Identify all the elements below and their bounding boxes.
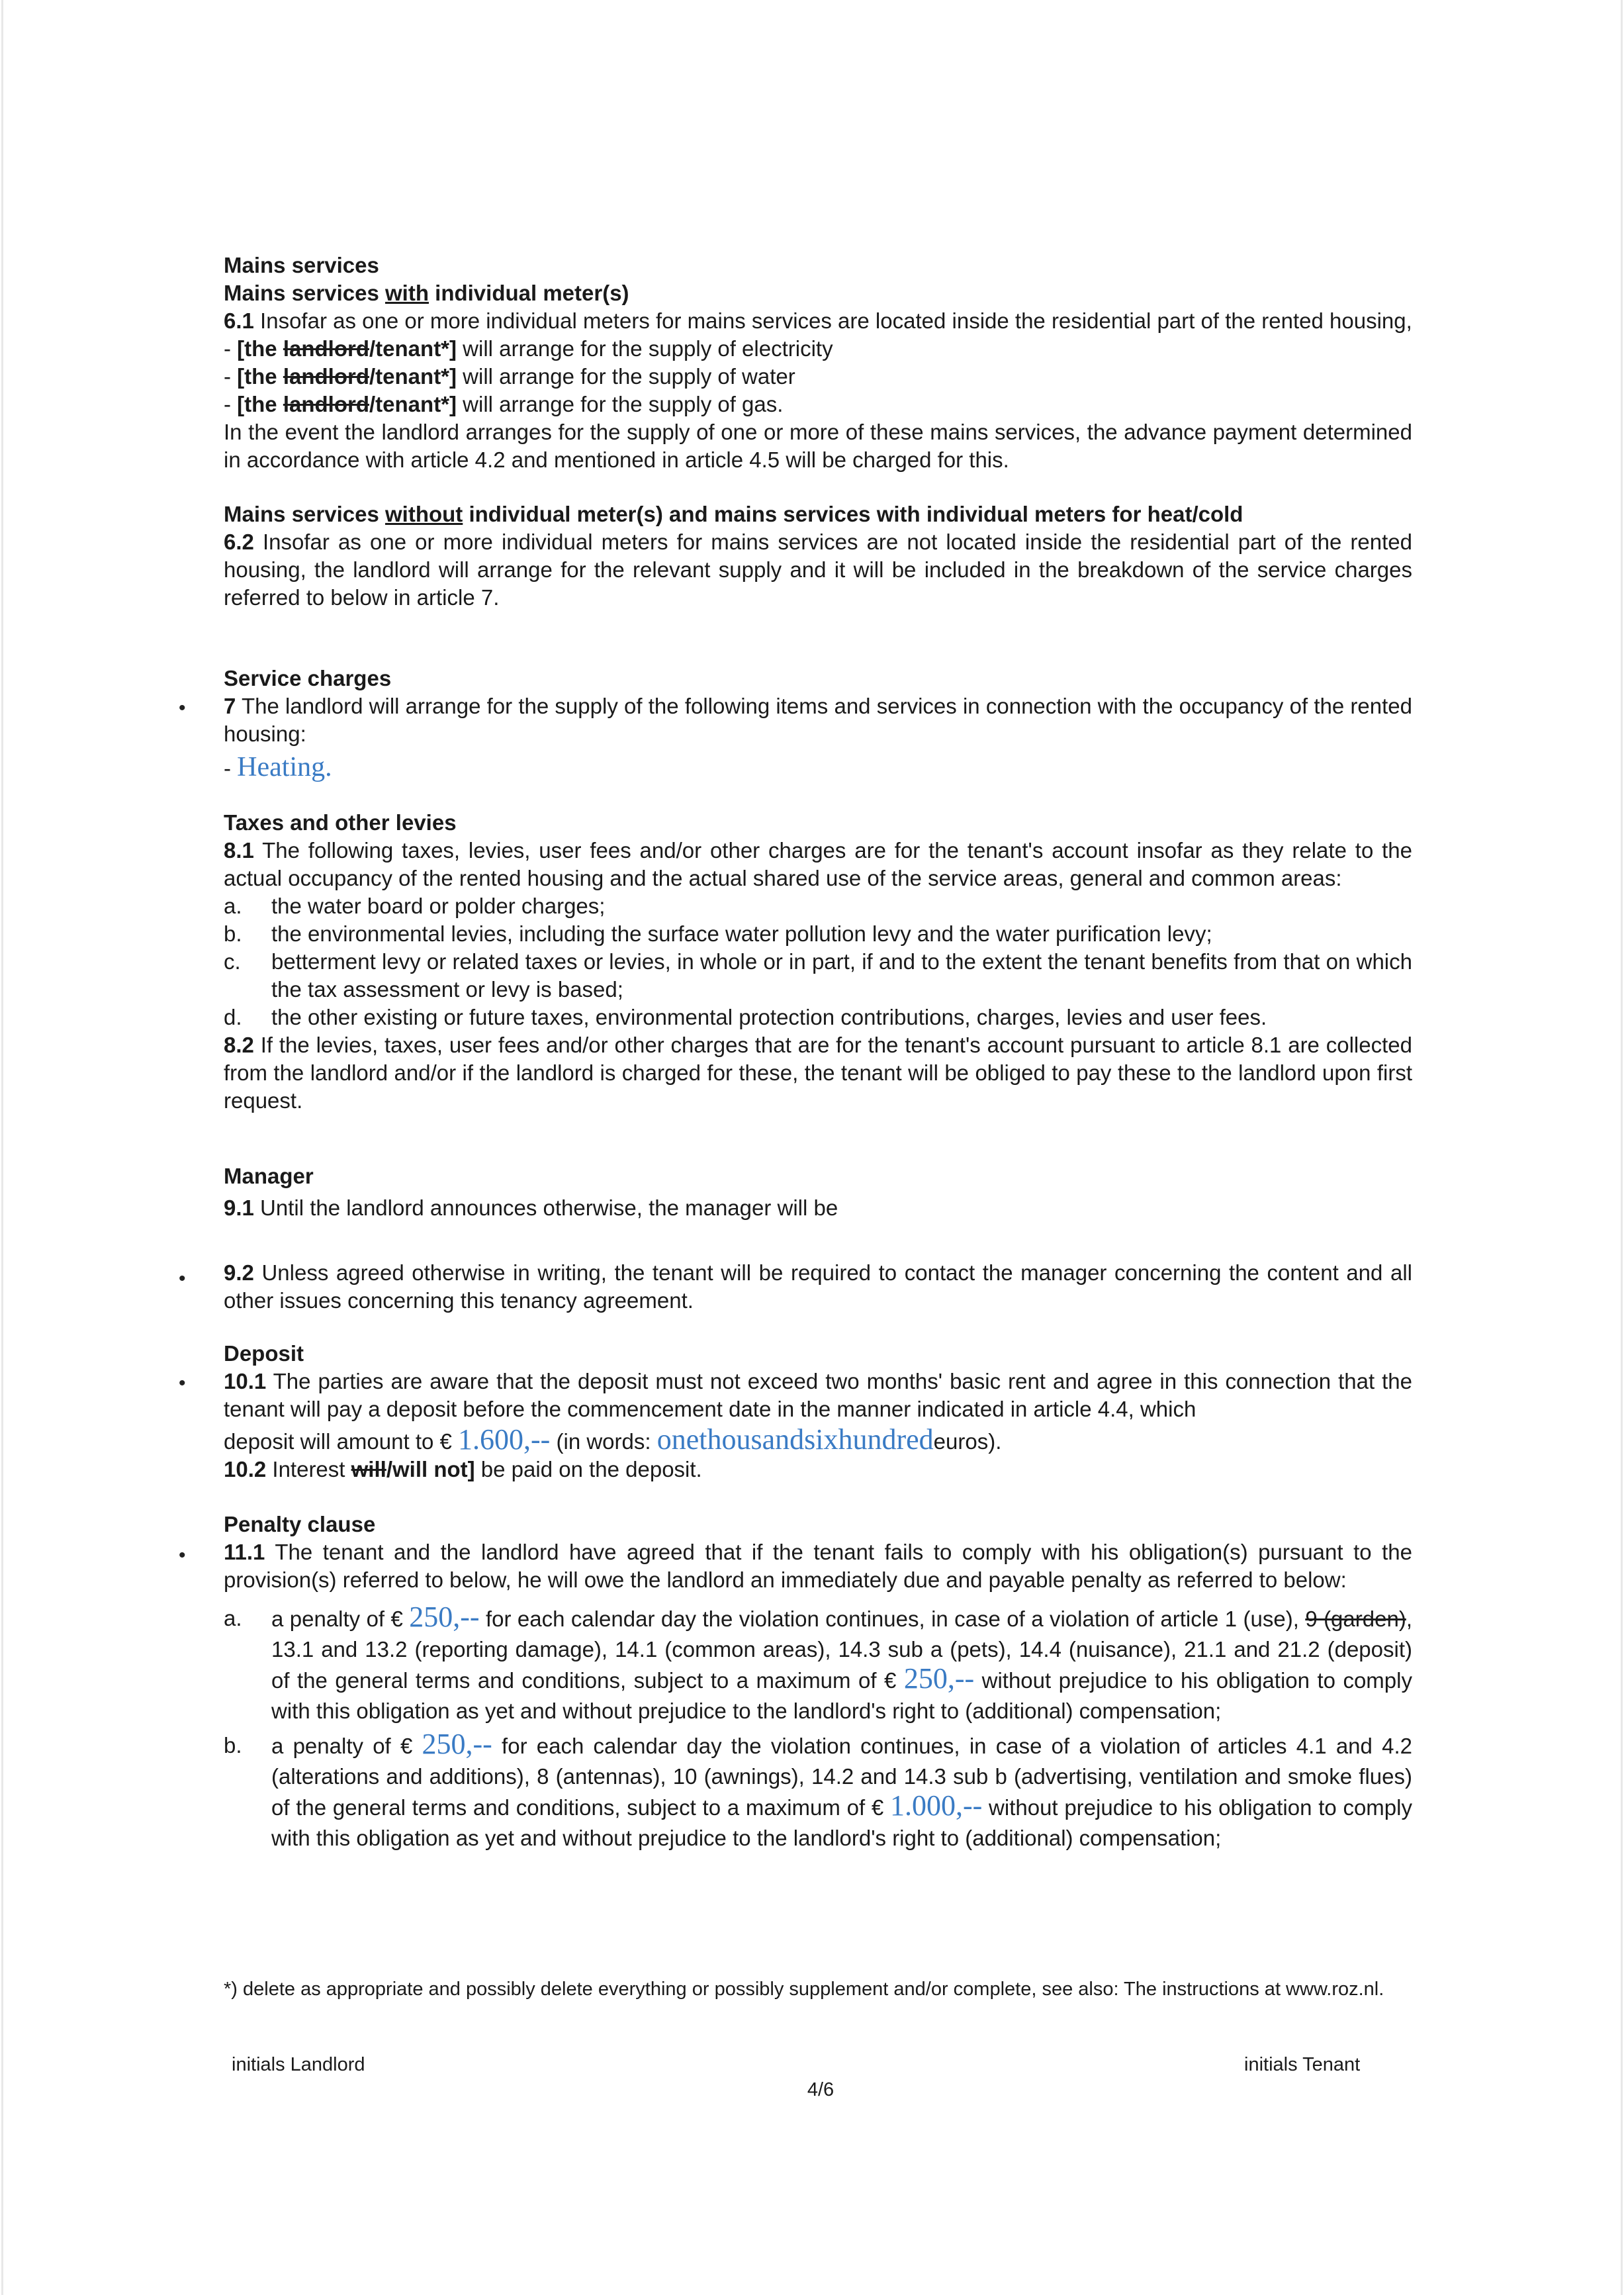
initials-tenant: initials Tenant bbox=[1244, 2054, 1361, 2075]
penalty-item-b: b. a penalty of € 250,-- for each calendar day the violation continues, in case of a violation of articles 4.1 and 4.2 (alterations and additions), 8 (antennas), 10 (awnings), 14.2 and 14.3 sub b (advertising, ventilation and smoke flues) of the general terms and conditions, subject to a maximum of € 1.000,-- without prejudice to his obligation to comply with this obligation as yet and without prejudice to the landlord's right to (additional) compensation; bbox=[224, 1728, 1412, 1850]
bullet-deposit: • bbox=[179, 1372, 186, 1394]
article-7: 7 The landlord will arrange for the supply of the following items and services in connection with the occupancy of the rented housing: bbox=[224, 694, 1412, 746]
handwritten-penalty-b-maximum: 1.000,-- bbox=[889, 1789, 983, 1822]
article-6-2: 6.2 Insofar as one or more individual meters for mains services are not located inside the residential part of the rented housing, the landlord will arrange for the relevant supply and it will be included in the breakdown of the service charges referred to below in article 7. bbox=[224, 530, 1412, 610]
page-number: 4/6 bbox=[807, 2079, 835, 2100]
handwritten-deposit-words: onethousandsixhundred bbox=[656, 1423, 934, 1456]
heading-penalty-clause: Penalty clause bbox=[224, 1512, 376, 1536]
heading-deposit: Deposit bbox=[224, 1341, 304, 1366]
levy-item-b: b. the environmental levies, including the surface water pollution levy and the water purification levy; bbox=[224, 921, 1212, 946]
section-taxes bbox=[224, 809, 1412, 1115]
article-6-1-advance-payment: In the event the landlord arranges for the supply of one or more of these mains services, the advance payment determined in accordance with article 4.2 and mentioned in article 4.5 will be charged for this. bbox=[224, 420, 1412, 472]
levy-item-c: c. betterment levy or related taxes or levies, in whole or in part, if and to the extent the tenant benefits from that on which the tax assessment or levy is based; bbox=[224, 949, 1412, 1002]
article-9-2: 9.2 Unless agreed otherwise in writing, the tenant will be required to contact the manager concerning the content and all other issues concerning this tenancy agreement. bbox=[224, 1260, 1412, 1313]
supply-line-gas: - [the landlord/tenant*] will arrange for the supply of gas. bbox=[224, 392, 784, 416]
article-11-1: 11.1 The tenant and the landlord have agreed that if the tenant fails to comply with his obligation(s) pursuant to the provision(s) referred to below, he will owe the landlord an immediately due and payable penalty as referred to below: bbox=[224, 1540, 1412, 1592]
heading-mains-services: Mains services bbox=[224, 253, 379, 277]
article-10-1: 10.1 The parties are aware that the deposit must not exceed two months' basic rent and agree in this connection that the tenant will pay a deposit before the commencement date in the manner indicated in article 4.4, which bbox=[224, 1369, 1412, 1421]
footnote: *) delete as appropriate and possibly delete everything or possibly supplement and/or complete, see also: The instructions at www.roz.nl. bbox=[224, 1979, 1384, 2000]
supply-line-water: - [the landlord/tenant*] will arrange for the supply of water bbox=[224, 364, 795, 389]
penalty-item-a: a. a penalty of € 250,-- for each calendar day the violation continues, in case of a violation of article 1 (use), 9 (garden), 13.1 and 13.2 (reporting damage), 14.1 (common areas), 14.3 sub a (pets), 14.4 (nuisance), 21.1 and 21.2 (deposit) of the general terms and conditions, subject to a maximum of € 250,-- without prejudice to his obligation to comply with this obligation as yet and without prejudice to the landlord's right to (additional) compensation; bbox=[224, 1601, 1412, 1723]
section-mains-services bbox=[224, 252, 1412, 612]
article-8-1: 8.1 The following taxes, levies, user fees and/or other charges are for the tenant's account insofar as they relate to the actual occupancy of the rented housing and the actual shared use of the service areas, general and common areas: bbox=[224, 838, 1412, 890]
levy-item-a: a. the water board or polder charges; bbox=[224, 894, 606, 918]
section-manager-9-2 bbox=[224, 1259, 1412, 1315]
section-service-charges bbox=[224, 665, 1412, 782]
section-manager bbox=[224, 1162, 1412, 1222]
article-9-1: 9.1 Until the landlord announces otherwise, the manager will be bbox=[224, 1195, 838, 1220]
heading-taxes: Taxes and other levies bbox=[224, 810, 457, 835]
section-penalty-clause bbox=[224, 1511, 1412, 1853]
section-deposit bbox=[224, 1340, 1412, 1483]
subheading-mains-with-meters: Mains services with individual meter(s) bbox=[224, 281, 629, 305]
initials-landlord: initials Landlord bbox=[232, 2054, 365, 2075]
article-8-2: 8.2 If the levies, taxes, user fees and/or other charges that are for the tenant's account pursuant to article 8.1 are collected from the landlord and/or if the landlord is charged for these, the tenant will be obliged to pay these to the landlord upon first request. bbox=[224, 1033, 1412, 1113]
bullet-service-charges: • bbox=[179, 697, 186, 719]
handwritten-deposit-amount: 1.600,-- bbox=[458, 1423, 551, 1456]
scan-edge-left bbox=[1, 0, 3, 2295]
handwritten-heating: Heating. bbox=[237, 752, 332, 782]
levy-item-d: d. the other existing or future taxes, environmental protection contributions, charges, levies and user fees. bbox=[224, 1005, 1267, 1029]
bullet-penalty-clause: • bbox=[179, 1544, 186, 1566]
supply-line-electricity: - [the landlord/tenant*] will arrange for the supply of electricity bbox=[224, 336, 833, 361]
handwritten-penalty-b-daily: 250,-- bbox=[422, 1728, 492, 1760]
heading-manager: Manager bbox=[224, 1164, 314, 1188]
handwritten-service-item: - Heating. bbox=[224, 752, 332, 782]
handwritten-penalty-a-daily: 250,-- bbox=[409, 1601, 480, 1633]
handwritten-penalty-a-maximum: 250,-- bbox=[903, 1662, 975, 1695]
bullet-article-9-2: • bbox=[179, 1268, 186, 1289]
article-10-2: 10.2 Interest will/will not] be paid on the deposit. bbox=[224, 1457, 702, 1481]
subheading-mains-without-meters: Mains services without individual meter(s) and mains services with individual meters for heat/cold bbox=[224, 502, 1243, 526]
deposit-amount-line: deposit will amount to € 1.600,-- (in words: onethousandsixhundredeuros). bbox=[224, 1423, 1002, 1456]
article-6-1: 6.1 Insofar as one or more individual meters for mains services are located inside the residential part of the rented housing, bbox=[224, 308, 1412, 333]
heading-service-charges: Service charges bbox=[224, 666, 392, 690]
scan-edge-right bbox=[1621, 0, 1623, 2295]
